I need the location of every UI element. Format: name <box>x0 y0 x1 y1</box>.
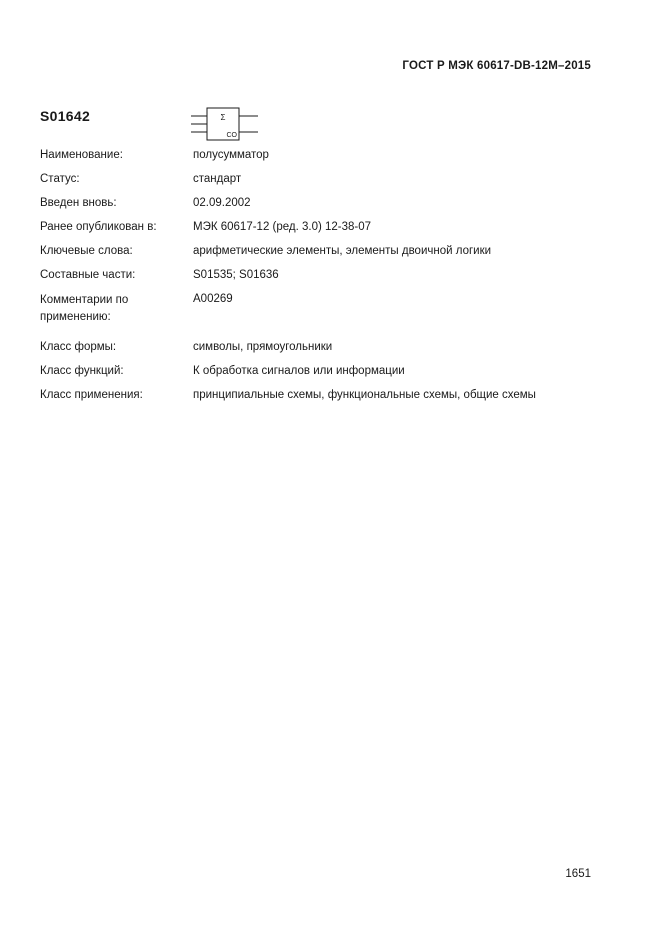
field-value: К обработка сигналов или информации <box>193 365 405 377</box>
field-label: Статус: <box>40 173 80 185</box>
field-label: Ранее опубликован в: <box>40 221 157 233</box>
field-row <box>40 148 620 163</box>
page-number: 1651 <box>565 868 591 880</box>
field-row <box>40 220 620 235</box>
field-value: арифметические элементы, элементы двоичной логики <box>193 245 492 257</box>
field-label: Класс функций: <box>40 365 124 377</box>
field-value: A00269 <box>193 293 233 305</box>
field-value: 02.09.2002 <box>193 197 251 209</box>
field-value: стандарт <box>193 173 242 185</box>
field-label: Комментарии по применению: <box>40 294 129 323</box>
field-label: Класс применения: <box>40 389 143 401</box>
field-row <box>40 340 620 355</box>
entry-fields <box>40 148 620 412</box>
symbol-inner-label: Σ <box>220 113 226 122</box>
entry-code: S01642 <box>40 108 91 124</box>
field-row <box>40 388 620 403</box>
field-row <box>40 244 620 259</box>
field-value: S01535; S01636 <box>193 269 279 281</box>
field-value: полусумматор <box>193 149 269 161</box>
field-label: Введен вновь: <box>40 197 117 209</box>
field-row <box>40 268 620 283</box>
field-value: МЭК 60617-12 (ред. 3.0) 12-38-07 <box>193 221 372 233</box>
field-row <box>40 172 620 187</box>
field-row <box>40 196 620 211</box>
field-row <box>40 364 620 379</box>
field-label: Класс формы: <box>40 341 117 353</box>
field-value: символы, прямоугольники <box>193 341 333 353</box>
field-row <box>40 292 620 326</box>
field-label: Наименование: <box>40 149 123 161</box>
symbol-graphic <box>190 103 280 145</box>
field-label: Составные части: <box>40 269 136 281</box>
field-value: принципиальные схемы, функциональные схемы, общие схемы <box>193 389 536 401</box>
symbol-output-label: CO <box>226 132 237 139</box>
field-label: Ключевые слова: <box>40 245 133 257</box>
page-header: ГОСТ Р МЭК 60617-DB-12M–2015 <box>402 60 591 72</box>
